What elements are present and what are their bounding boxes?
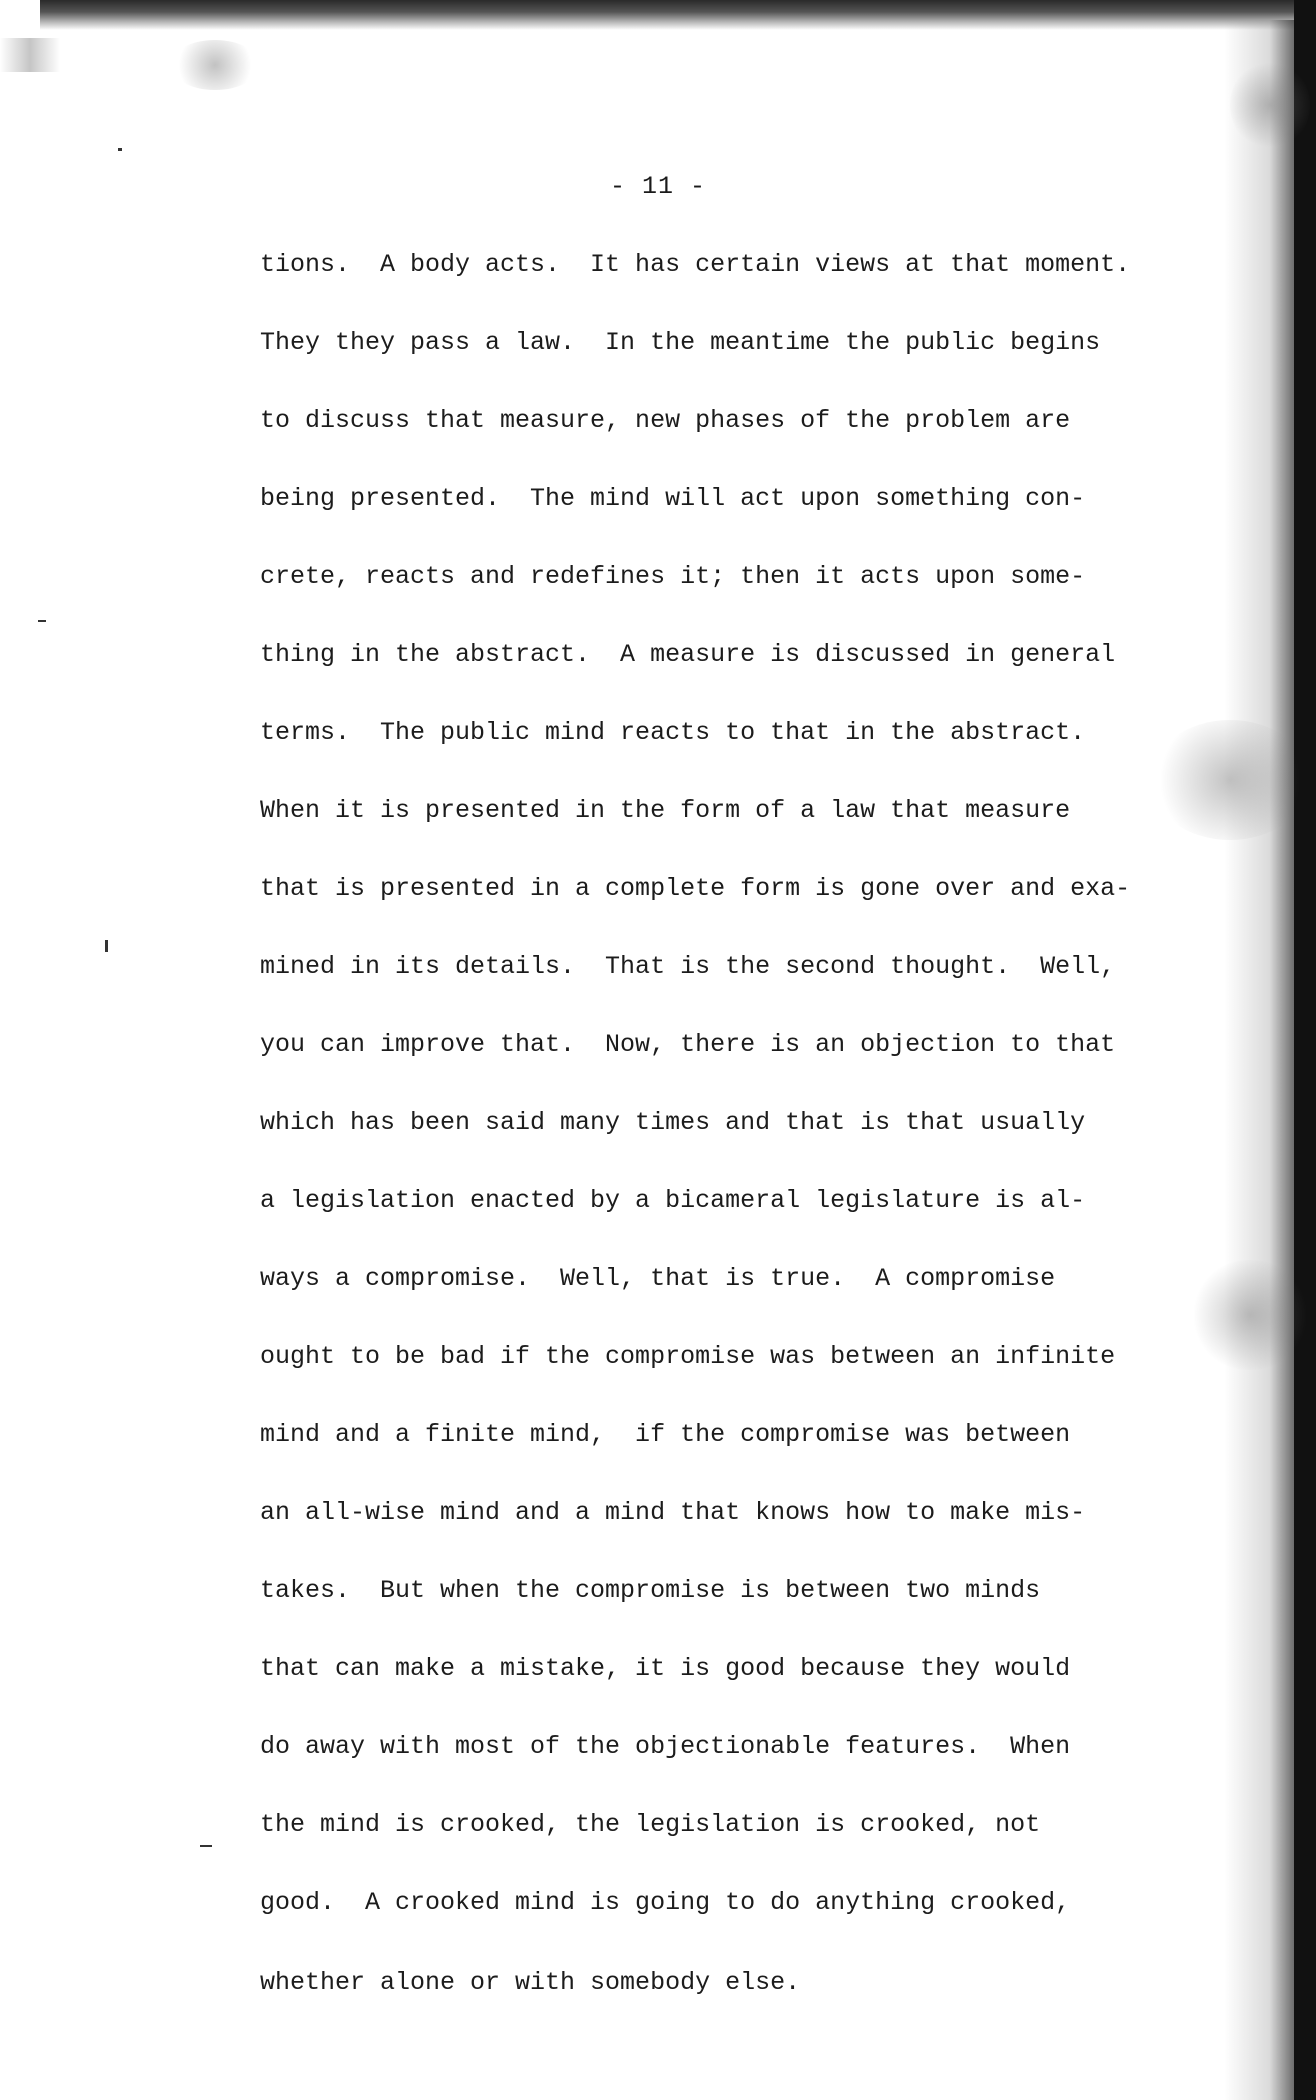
text-line: being presented. The mind will act upon something con-	[260, 484, 1086, 513]
text-line: When it is presented in the form of a law that measure	[260, 796, 1071, 825]
text-line: crete, reacts and redefines it; then it acts upon some-	[260, 562, 1086, 591]
text-line: mind and a finite mind, if the compromise was between	[260, 1420, 1071, 1449]
text-line: takes. But when the compromise is between two minds	[260, 1576, 1041, 1605]
text-line: good. A crooked mind is going to do anything crooked,	[260, 1888, 1071, 1917]
scan-top-edge	[40, 0, 1300, 30]
text-line: you can improve that. Now, there is an objection to that	[260, 1030, 1116, 1059]
scan-right-shadow	[1224, 20, 1294, 2100]
text-line: whether alone or with somebody else.	[260, 1968, 801, 1997]
text-line: ways a compromise. Well, that is true. A compromise	[260, 1264, 1056, 1293]
text-line: that can make a mistake, it is good because they would	[260, 1654, 1071, 1683]
scan-right-edge	[1294, 0, 1316, 2100]
text-line: mined in its details. That is the second thought. Well,	[260, 952, 1116, 981]
scan-top-left-shadow	[0, 38, 60, 72]
scan-speck	[38, 620, 46, 622]
scan-speck	[118, 148, 122, 151]
text-line: that is presented in a complete form is gone over and exa-	[260, 874, 1131, 903]
scan-speck	[105, 940, 108, 952]
scan-smudge	[1230, 60, 1310, 150]
text-line: do away with most of the objectionable features. When	[260, 1732, 1071, 1761]
scan-smudge	[1150, 720, 1310, 840]
text-line: They they pass a law. In the meantime the public begins	[260, 328, 1101, 357]
text-line: which has been said many times and that is that usually	[260, 1108, 1086, 1137]
scan-smudge	[170, 40, 260, 90]
scan-speck	[200, 1845, 212, 1847]
scan-smudge	[1190, 1260, 1310, 1370]
text-line: a legislation enacted by a bicameral legislature is al-	[260, 1186, 1086, 1215]
text-line: ought to be bad if the compromise was between an infinite	[260, 1342, 1116, 1371]
text-line: an all-wise mind and a mind that knows how to make mis-	[260, 1498, 1086, 1527]
text-line: the mind is crooked, the legislation is crooked, not	[260, 1810, 1041, 1839]
page-number: - 11 -	[609, 172, 706, 201]
text-line: tions. A body acts. It has certain views at that moment.	[260, 250, 1131, 279]
text-line: terms. The public mind reacts to that in the abstract.	[260, 718, 1086, 747]
text-line: thing in the abstract. A measure is discussed in general	[260, 640, 1116, 669]
text-line: to discuss that measure, new phases of the problem are	[260, 406, 1071, 435]
